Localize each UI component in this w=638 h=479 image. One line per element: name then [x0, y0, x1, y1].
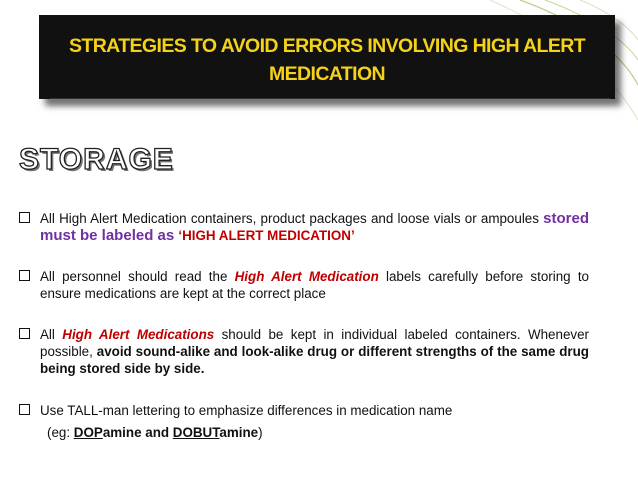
bullet-item-2: [19, 268, 589, 302]
tallman-example: (eg: DOPamine and DOBUTamine): [47, 425, 263, 440]
bullet-text-2: All personnel should read the High Alert Medication labels carefully before storing to ensure medications are kept at the correct place: [40, 269, 590, 301]
checkbox-bullet-icon: [19, 328, 30, 339]
checkbox-bullet-icon: [19, 404, 30, 415]
bullet-text-3: All High Alert Medications should be kept in individual labeled containers. Whenever possible, avoid sound-alike and look-alike drug or different strengths of the same drug being stored side by side.: [40, 327, 589, 376]
bullet-item-3: [19, 326, 589, 377]
title-line-1: STRATEGIES TO AVOID ERRORS INVOLVING HIGH ALERT: [68, 35, 586, 57]
bullet-text-4: Use TALL-man lettering to emphasize differences in medication name: [40, 403, 453, 418]
bullet-item-4: [19, 402, 589, 441]
bullet-text-1: All High Alert Medication containers, product packages and loose vials or ampoules stored must be labeled as ‘HIGH ALERT MEDICATION’: [40, 210, 589, 244]
section-heading: STORAGE: [19, 143, 174, 176]
checkbox-bullet-icon: [19, 270, 30, 281]
title-line-2: MEDICATION: [268, 63, 386, 85]
bullet-item-1: [19, 210, 589, 244]
title-banner: [39, 15, 615, 99]
title-reflection: [50, 98, 610, 108]
checkbox-bullet-icon: [19, 212, 30, 223]
